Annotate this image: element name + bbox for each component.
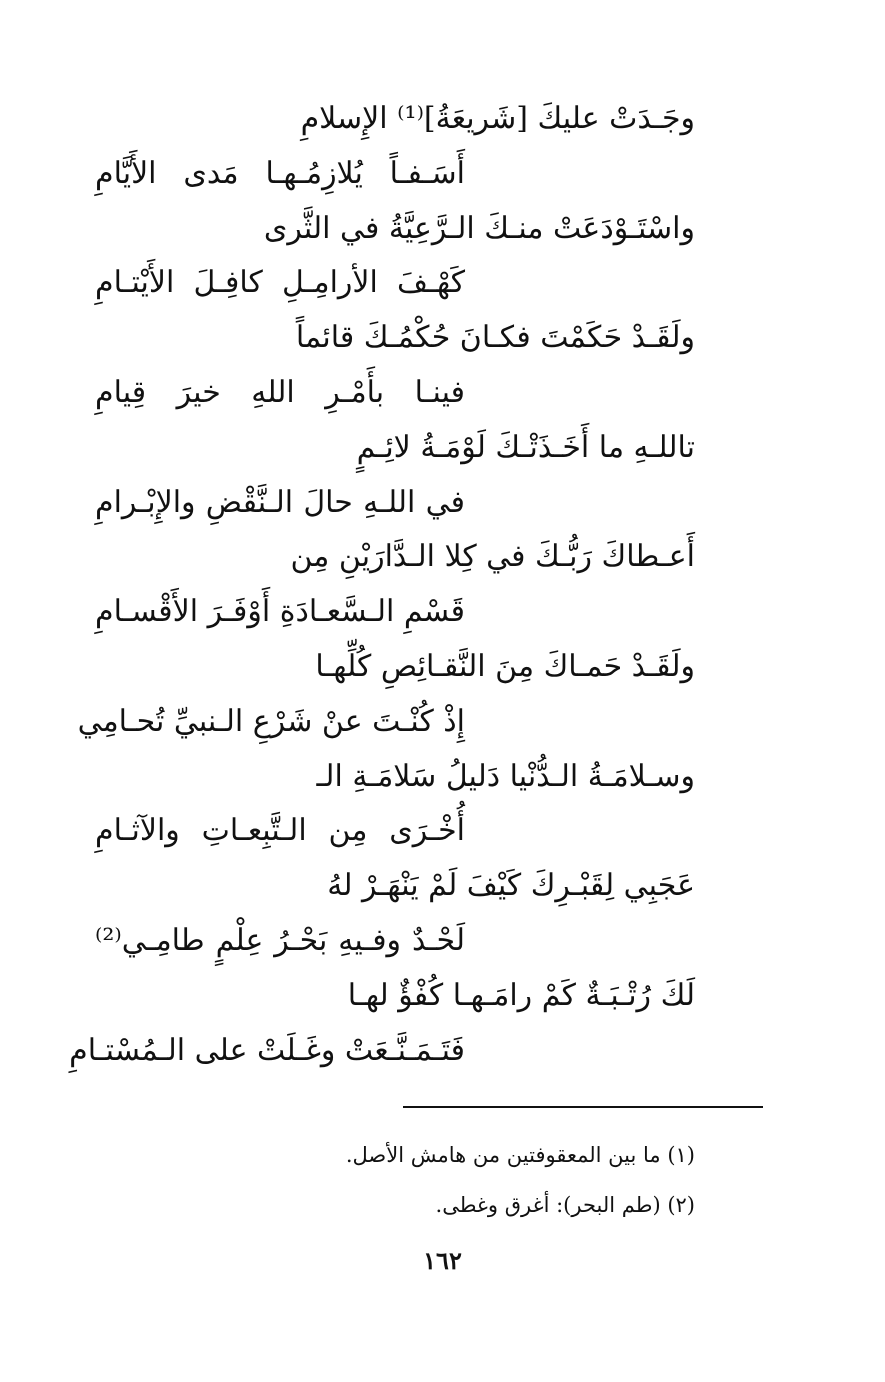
verse-line: إِذْ كُنْـتَ عنْ شَرْعِ الـنبيِّ تُحـامِي <box>77 703 465 739</box>
verse-line: أَسَـفـاً يُلازِمُـهـا مَدى الأَيَّامِ <box>95 155 465 191</box>
poem <box>69 92 695 1078</box>
verse-line: فَتَـمَـنَّـعَتْ وغَـلَتْ على الـمُسْتـامِ <box>69 1032 465 1068</box>
verse-line: في اللـهِ حالَ الـنَّقْضِ والإِبْـرامِ <box>95 484 465 520</box>
verse-line: عَجَبِي لِقَبْـرِكَ كَيْفَ لَمْ يَنْهَـرْ لهُ <box>327 868 695 904</box>
footnotes <box>95 1130 695 1230</box>
verse-line: فينـا بأَمْـرِ اللهِ خيرَ قِيامِ <box>95 374 465 410</box>
verse-line: لَكَ رُتْـبَـةٌ كَمْ رامَـهـا كُفْؤٌ لهـا <box>347 977 695 1013</box>
verse-line: ولَقَـدْ حَمـاكَ مِنَ النَّقـائِصِ كُلِّهـا <box>315 648 695 684</box>
verse-line: واسْتَـوْدَعَتْ منـكَ الـرَّعِيَّةُ في الثَّرى <box>263 210 695 246</box>
verse-line: وسـلامَـةُ الـدُّنْيا دَليلُ سَلامَـةِ الـ <box>316 758 695 794</box>
footnote-separator <box>403 1106 763 1108</box>
verse-line: أُخْـرَى مِن الـتَّبِعـاتِ والآثـامِ <box>95 813 465 849</box>
verse-line: لَحْـدٌ وفـيهِ بَحْـرُ عِلْمٍ طامِـي⁽²⁾ <box>95 922 465 958</box>
verse-line: وجَـدَتْ عليكَ [شَريعَةُ]⁽¹⁾ الإِسلامِ <box>300 101 695 136</box>
footnote: (١) ما بين المعقوفتين من هامش الأصل. <box>345 1143 695 1167</box>
verse-line: ولَقَـدْ حَكَمْتَ فكـانَ حُكْمُـكَ قائماً <box>295 320 695 356</box>
footnote: (٢) (طم البحر): أغرق وغطى. <box>435 1193 695 1217</box>
verse-line: تاللـهِ ما أَخَـذَتْـكَ لَوْمَـةُ لائِـمٍ <box>356 429 695 465</box>
verse-line: كَهْـفَ الأرامِـلِ كافِـلَ الأَيْتـامِ <box>95 265 465 301</box>
verse-line: قَسْمِ الـسَّعـادَةِ أَوْفَـرَ الأَقْسـامِ <box>95 594 465 630</box>
verse-line: أَعـطاكَ رَبُّـكَ في كِلا الـدَّارَيْنِ مِن <box>290 539 695 575</box>
page-number: ١٦٢ <box>423 1246 462 1275</box>
